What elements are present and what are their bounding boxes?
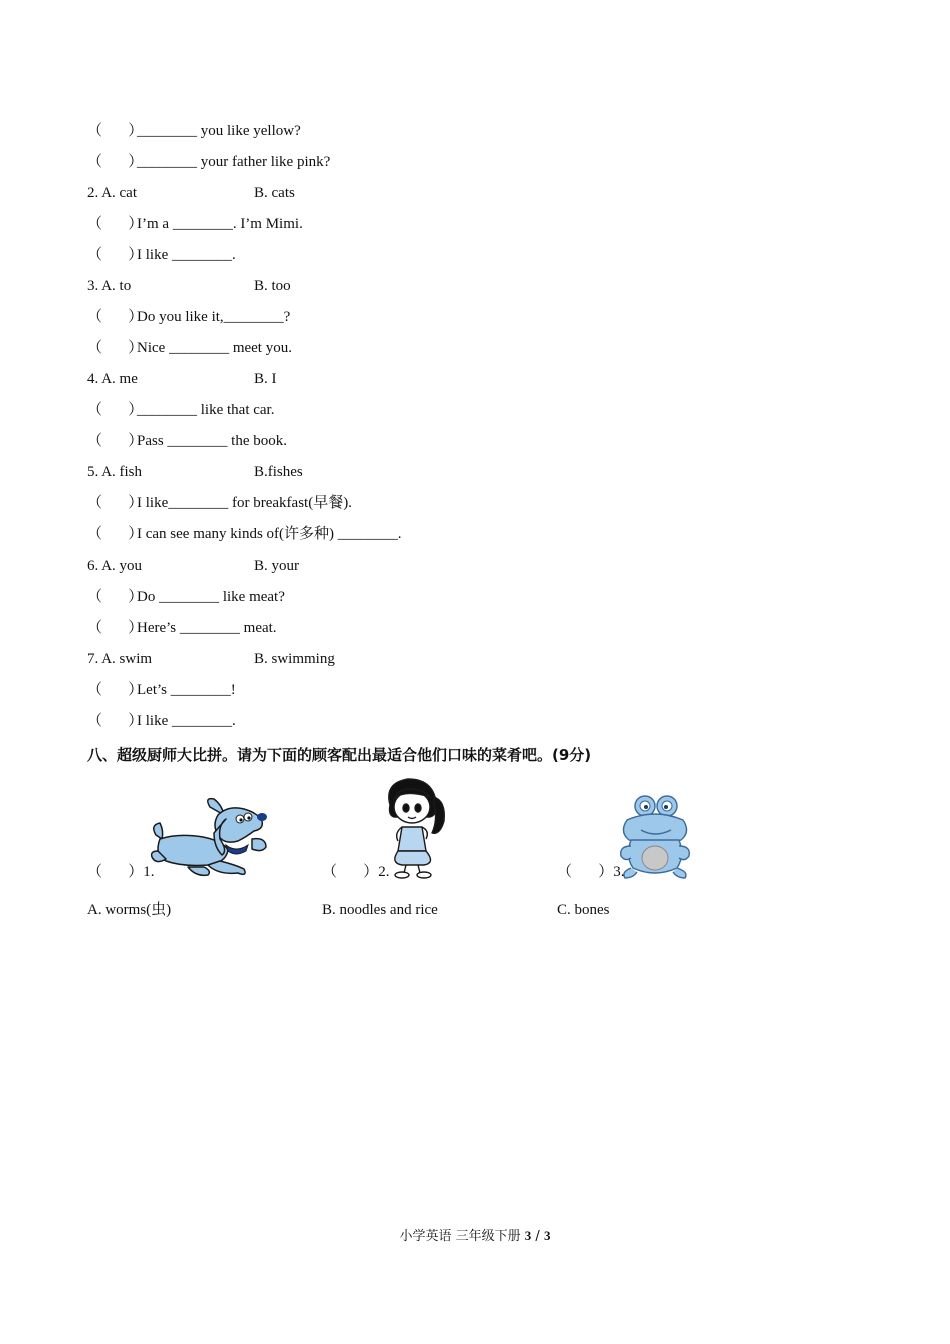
question-line xyxy=(87,618,277,638)
sentence: Pass ________ the book. xyxy=(137,433,287,449)
option-b: B. cats xyxy=(254,185,295,201)
section-heading: 八、超级厨师大比拼。请为下面的顾客配出最适合他们口味的菜肴吧。(9分) xyxy=(87,746,592,764)
sentence: Nice ________ meet you. xyxy=(137,340,292,356)
frog-icon xyxy=(615,792,695,880)
page-footer xyxy=(0,1225,950,1244)
option-b: B. your xyxy=(254,558,299,574)
sentence: Do you like it,________? xyxy=(137,309,291,325)
sentence: Here’s ________ meat. xyxy=(137,620,277,636)
answer-paren[interactable]: （ ） xyxy=(87,309,144,325)
answer-paren[interactable]: （ ） xyxy=(87,682,144,698)
match-item-1[interactable]: （ ）1. xyxy=(87,864,155,880)
answer-paren[interactable]: （ ） xyxy=(87,589,144,605)
match-item-2[interactable]: （ ）2. xyxy=(322,864,390,880)
sentence: Let’s ________! xyxy=(137,682,236,698)
page-total: 3 xyxy=(543,1228,551,1243)
footer-title: 小学英语 三年级下册 xyxy=(399,1229,525,1244)
question-line xyxy=(87,524,402,544)
answer-option-b: B. noodles and rice xyxy=(322,902,438,918)
answer-option-a: A. worms(虫) xyxy=(87,902,172,918)
question-line xyxy=(87,121,301,141)
question-line xyxy=(87,680,236,700)
answer-paren[interactable]: （ ） xyxy=(87,495,144,511)
sentence: ________ your father like pink? xyxy=(137,154,331,170)
sentence: I like ________. xyxy=(137,247,236,263)
answer-paren[interactable]: （ ） xyxy=(87,340,144,356)
answer-paren[interactable]: （ ） xyxy=(87,216,144,232)
question-line xyxy=(87,338,292,358)
answer-paren[interactable]: （ ） xyxy=(87,154,144,170)
sentence: Do ________ like meat? xyxy=(137,589,285,605)
answer-option-c: C. bones xyxy=(557,902,610,918)
sentence: I can see many kinds of(许多种) ________. xyxy=(137,526,402,542)
answer-paren[interactable]: （ ） xyxy=(87,247,144,263)
option-a: 6. A. you xyxy=(87,558,143,574)
option-a: 5. A. fish xyxy=(87,464,143,480)
question-line xyxy=(87,400,274,420)
question-line xyxy=(87,152,330,172)
option-b: B. too xyxy=(254,278,291,294)
option-b: B. I xyxy=(254,371,277,387)
sentence: I like________ for breakfast(早餐). xyxy=(137,495,352,511)
option-a: 2. A. cat xyxy=(87,185,138,201)
answer-paren[interactable]: （ ） xyxy=(87,433,144,449)
question-line xyxy=(87,587,285,607)
sentence: I like ________. xyxy=(137,713,236,729)
answer-paren[interactable]: （ ） xyxy=(87,526,144,542)
sentence: I’m a ________. I’m Mimi. xyxy=(137,216,303,232)
answer-paren[interactable]: （ ） xyxy=(87,402,144,418)
question-line xyxy=(87,493,352,513)
girl-icon xyxy=(380,775,450,880)
option-a: 3. A. to xyxy=(87,278,132,294)
option-a: 7. A. swim xyxy=(87,651,153,667)
sentence: ________ like that car. xyxy=(137,402,275,418)
match-item-3[interactable]: （ ）3. xyxy=(557,864,625,880)
page-number: 3 xyxy=(524,1228,532,1243)
option-a: 4. A. me xyxy=(87,371,138,387)
answer-paren[interactable]: （ ） xyxy=(87,123,144,139)
question-line xyxy=(87,431,287,451)
question-line xyxy=(87,245,236,265)
question-line xyxy=(87,214,303,234)
question-line xyxy=(87,711,236,731)
option-b: B. swimming xyxy=(254,651,335,667)
page-separator: / xyxy=(531,1229,544,1244)
dog-icon xyxy=(148,795,270,880)
answer-paren[interactable]: （ ） xyxy=(87,620,144,636)
question-line xyxy=(87,307,290,327)
sentence: ________ you like yellow? xyxy=(137,123,301,139)
option-b: B.fishes xyxy=(254,464,303,480)
answer-paren[interactable]: （ ） xyxy=(87,713,144,729)
